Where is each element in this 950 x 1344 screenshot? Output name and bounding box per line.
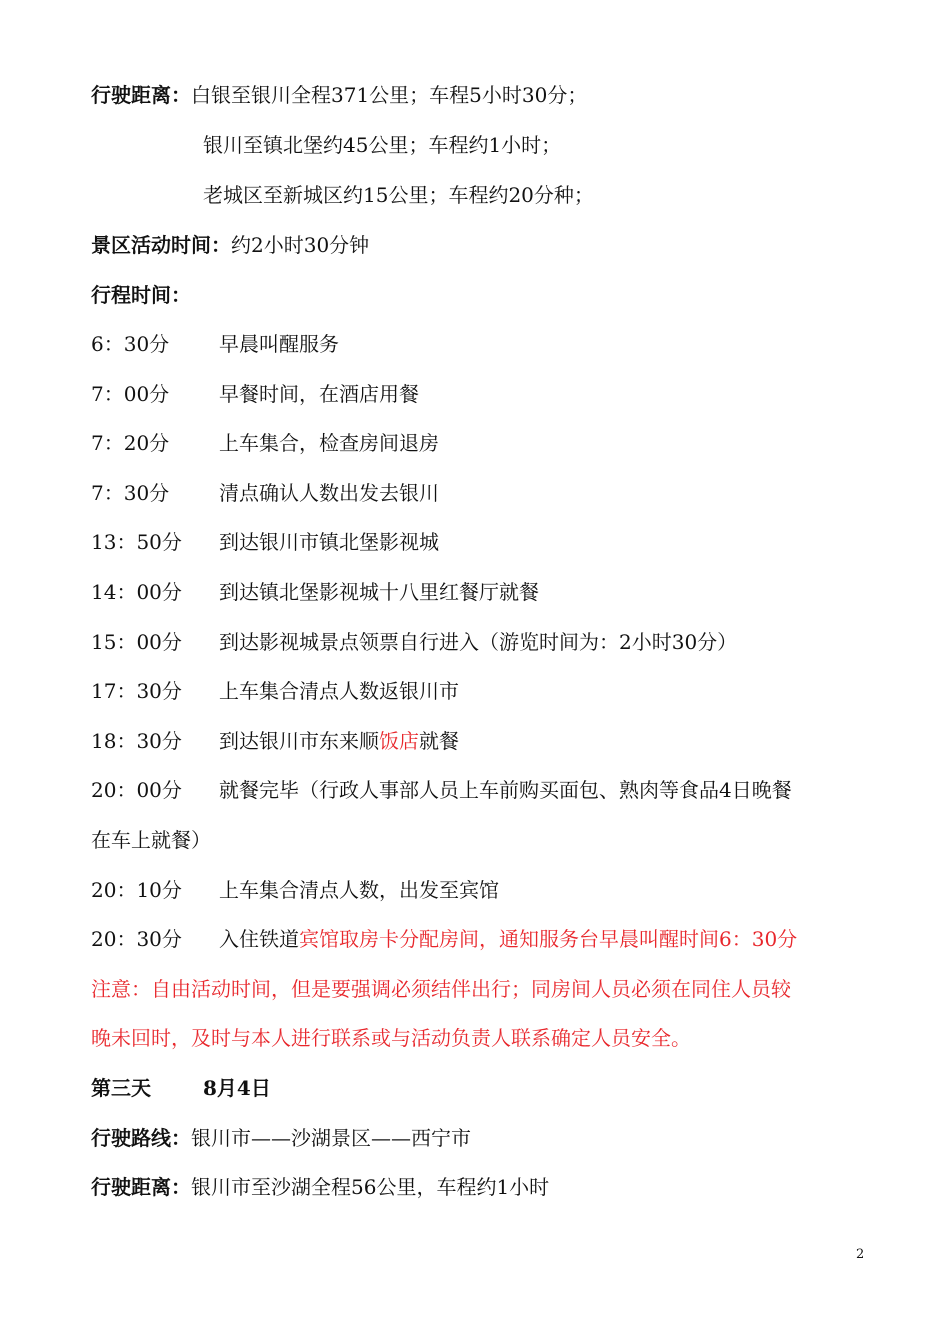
schedule-time: 18：30分: [91, 729, 182, 753]
distance-line-3: 老城区至新城区约15公里；车程约20分种；: [203, 183, 594, 207]
schedule-event: 到达镇北堡影视城十八里红餐厅就餐: [219, 580, 539, 604]
schedule-row: [91, 530, 890, 554]
schedule-time: 7：20分: [91, 431, 170, 455]
note-line-1: 注意：自由活动时间，但是要强调必须结伴出行；同房间人员必须在同住人员较: [91, 977, 791, 1001]
schedule-event-tail: 就餐: [419, 729, 459, 753]
schedule-event: 早晨叫醒服务: [219, 332, 339, 356]
schedule-row: [91, 580, 890, 604]
schedule-heading: 行程时间：: [91, 283, 191, 307]
day-date: 8月4日: [203, 1076, 271, 1100]
schedule-time: 20：10分: [91, 878, 182, 902]
activity-time-line: [91, 233, 890, 257]
route-value: 银川市——沙湖景区——西宁市: [191, 1126, 471, 1150]
day-label: 第三天: [91, 1076, 151, 1100]
distance-line-1: [91, 83, 890, 107]
schedule-event-continuation: 在车上就餐）: [91, 828, 211, 852]
schedule-row: [91, 332, 890, 356]
schedule-event: 上车集合，检查房间退房: [219, 431, 439, 455]
schedule-time: 14：00分: [91, 580, 182, 604]
activity-value: 约2小时30分钟: [231, 233, 370, 257]
schedule-time: 15：00分: [91, 630, 182, 654]
schedule-event: 早餐时间，在酒店用餐: [219, 382, 419, 406]
schedule-event: 清点确认人数出发去银川: [219, 481, 439, 505]
schedule-row: [91, 778, 890, 802]
schedule-row: [91, 630, 890, 654]
schedule-time: 7：00分: [91, 382, 170, 406]
schedule-time: 17：30分: [91, 679, 182, 703]
schedule-time: 20：30分: [91, 927, 182, 951]
schedule-event: 到达银川市东来顺: [219, 729, 379, 753]
schedule-time: 20：00分: [91, 778, 182, 802]
schedule-row: [91, 729, 890, 753]
schedule-event: 上车集合清点人数，出发至宾馆: [219, 878, 499, 902]
route-line: [91, 1126, 890, 1150]
schedule-row: [91, 878, 890, 902]
schedule-time: 7：30分: [91, 481, 170, 505]
schedule-row: [91, 431, 890, 455]
schedule-time: 6：30分: [91, 332, 170, 356]
page-number: 2: [856, 1247, 865, 1262]
distance-line-2: 银川至镇北堡约45公里；车程约1小时；: [203, 133, 562, 157]
schedule-event-highlight: 宾馆取房卡分配房间，通知服务台早晨叫醒时间6：30分: [299, 927, 798, 951]
activity-label: 景区活动时间：: [91, 233, 231, 257]
route-label: 行驶路线：: [91, 1126, 191, 1150]
distance-label: 行驶距离：: [91, 1175, 191, 1199]
distance-value-1: 白银至银川全程371公里；车程5小时30分；: [191, 83, 588, 107]
schedule-row: [91, 679, 890, 703]
schedule-event: 到达影视城景点领票自行进入（游览时间为：2小时30分）: [219, 630, 738, 654]
distance-line-day3: [91, 1175, 890, 1199]
schedule-event: 就餐完毕（行政人事部人员上车前购买面包、熟肉等食品4日晚餐: [219, 778, 792, 802]
day-heading: [91, 1076, 890, 1100]
schedule-event: 上车集合清点人数返银川市: [219, 679, 459, 703]
schedule-event: 入住铁道: [219, 927, 299, 951]
schedule-row: [91, 382, 890, 406]
note-line-2: 晚未回时，及时与本人进行联系或与活动负责人联系确定人员安全。: [91, 1026, 691, 1050]
distance-label: 行驶距离：: [91, 83, 191, 107]
schedule-time: 13：50分: [91, 530, 182, 554]
schedule-event-highlight: 饭店: [379, 729, 419, 753]
schedule-row: [91, 481, 890, 505]
schedule-event: 到达银川市镇北堡影视城: [219, 530, 439, 554]
distance-value: 银川市至沙湖全程56公里，车程约1小时: [191, 1175, 550, 1199]
schedule-row: [91, 927, 890, 951]
